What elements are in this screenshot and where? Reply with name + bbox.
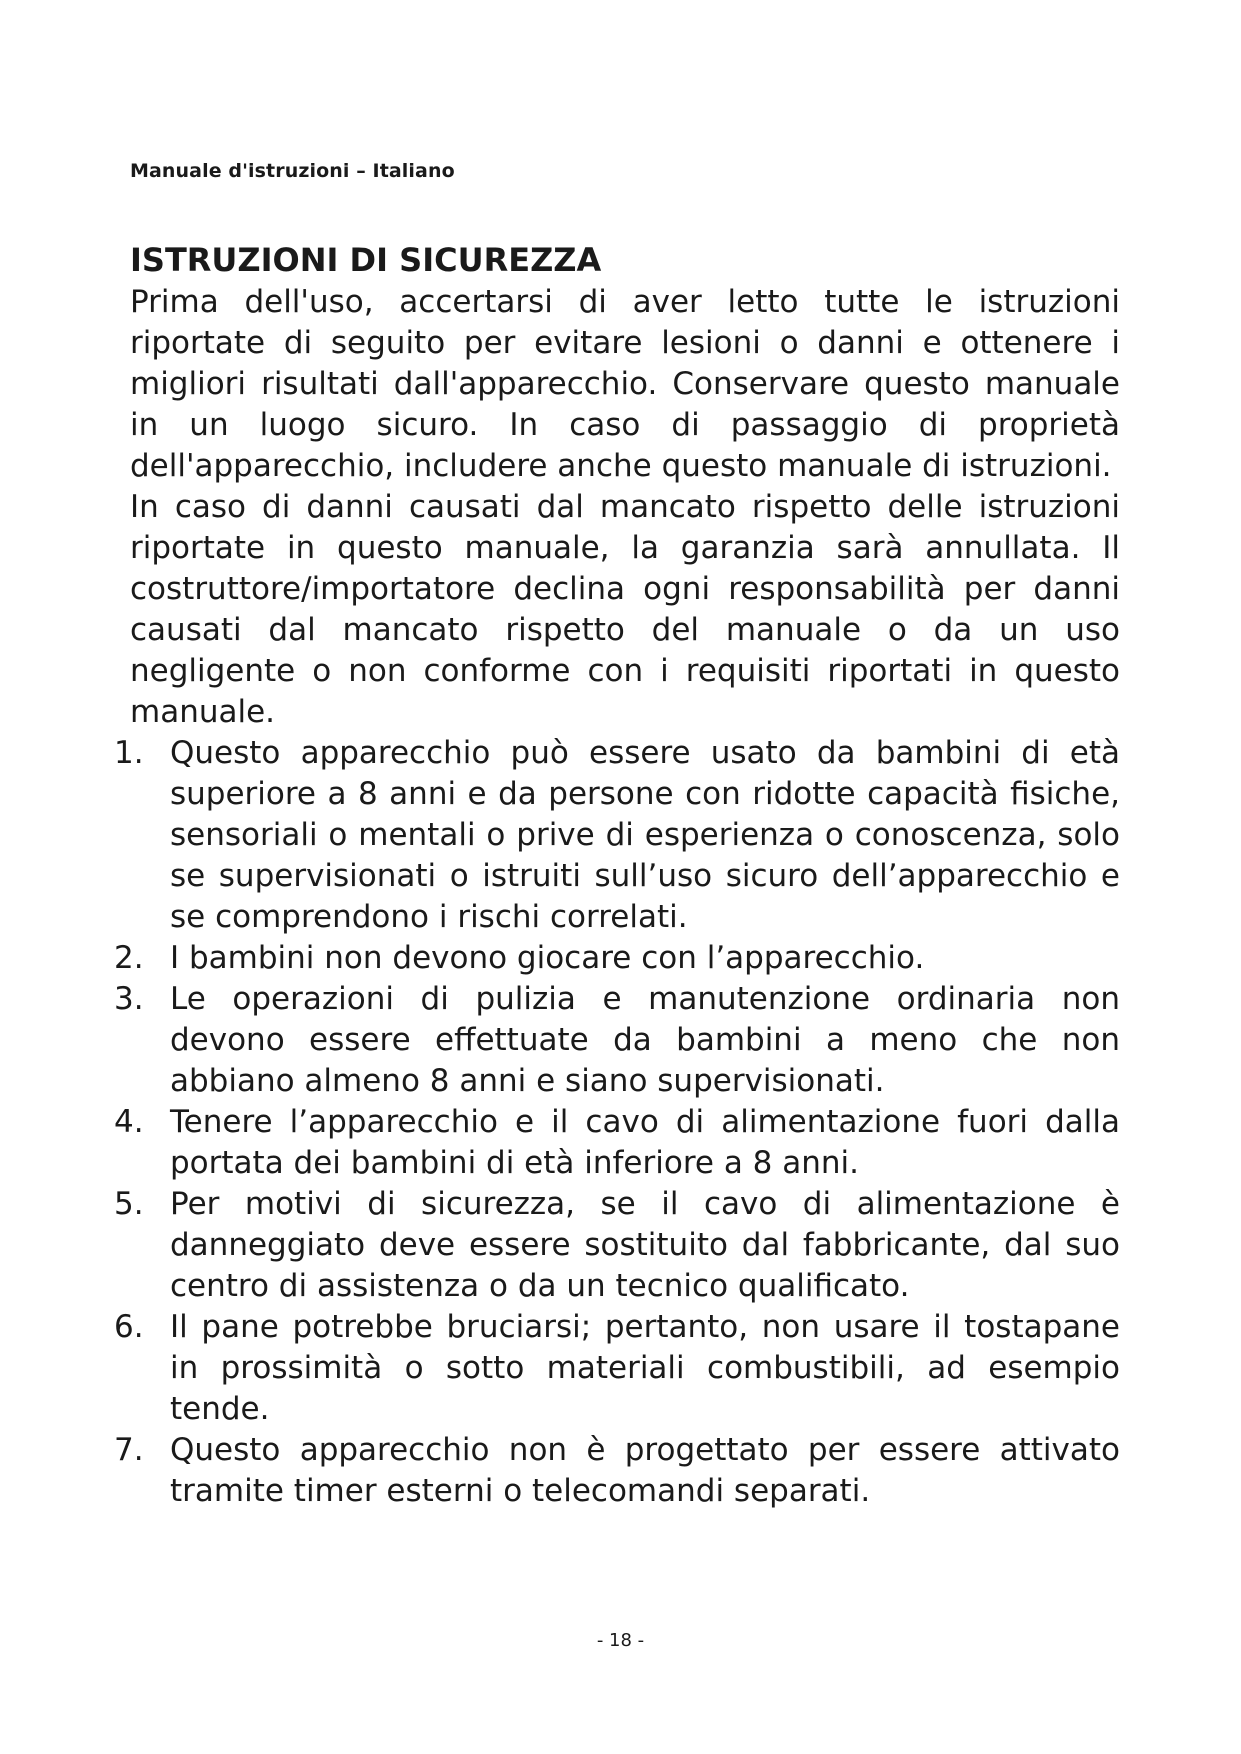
list-item-text: Questo apparecchio non è progettato per essere attivato tramite timer esterni o telecomandi separati. bbox=[170, 1432, 1120, 1509]
list-item bbox=[114, 1307, 1120, 1430]
list-item-text: Tenere l’apparecchio e il cavo di alimentazione fuori dalla portata dei bambini di età inferiore a 8 anni. bbox=[170, 1104, 1120, 1181]
list-item-text: Questo apparecchio può essere usato da bambini di età superiore a 8 anni e da persone con ridotte capacità fisiche, sensoriali o mentali o prive di esperienza o conoscenza, solo se supervisionati o istruiti sull’uso sicuro dell’apparecchio e se comprendono i rischi correlati. bbox=[170, 735, 1120, 935]
list-item-text: I bambini non devono giocare con l’apparecchio. bbox=[170, 940, 925, 976]
list-item bbox=[114, 733, 1120, 938]
list-item-number: 5. bbox=[114, 1186, 144, 1222]
list-item bbox=[114, 979, 1120, 1102]
list-item-text: Per motivi di sicurezza, se il cavo di alimentazione è danneggiato deve essere sostituito dal fabbricante, dal suo centro di assistenza o da un tecnico qualificato. bbox=[170, 1186, 1120, 1304]
page-number: - 18 - bbox=[596, 1630, 645, 1651]
list-item-number: 1. bbox=[114, 735, 144, 771]
list-item bbox=[114, 938, 1120, 979]
list-item-number: 2. bbox=[114, 940, 144, 976]
list-item-number: 7. bbox=[114, 1432, 144, 1468]
safety-instructions-section bbox=[114, 238, 1120, 1512]
section-title: ISTRUZIONI DI SICUREZZA bbox=[130, 241, 602, 279]
safety-list bbox=[114, 733, 1120, 1512]
list-item-number: 6. bbox=[114, 1309, 144, 1345]
warranty-paragraph: In caso di danni causati dal mancato rispetto delle istruzioni riportate in questo manuale, la garanzia sarà annullata. Il costruttore/importatore declina ogni responsabilità per danni causati dal mancato rispetto del manuale o da un uso negligente o non conforme con i requisiti riportati in questo manuale. bbox=[130, 489, 1120, 730]
list-item bbox=[114, 1184, 1120, 1307]
list-item-text: Il pane potrebbe bruciarsi; pertanto, non usare il tostapane in prossimità o sotto materiali combustibili, ad esempio tende. bbox=[170, 1309, 1120, 1427]
list-item-number: 3. bbox=[114, 981, 144, 1017]
list-item-number: 4. bbox=[114, 1104, 144, 1140]
list-item bbox=[114, 1430, 1120, 1512]
list-item bbox=[114, 1102, 1120, 1184]
intro-paragraph: Prima dell'uso, accertarsi di aver letto tutte le istruzioni riportate di seguito per evitare lesioni o danni e ottenere i migliori risultati dall'apparecchio. Conservare questo manuale in un luogo sicuro. In caso di passaggio di proprietà dell'apparecchio, includere anche questo manuale di istruzioni. bbox=[130, 284, 1120, 484]
running-header: Manuale d'istruzioni – Italiano bbox=[130, 160, 455, 182]
list-item-text: Le operazioni di pulizia e manutenzione ordinaria non devono essere effettuate da bambini a meno che non abbiano almeno 8 anni e siano supervisionati. bbox=[170, 981, 1120, 1099]
